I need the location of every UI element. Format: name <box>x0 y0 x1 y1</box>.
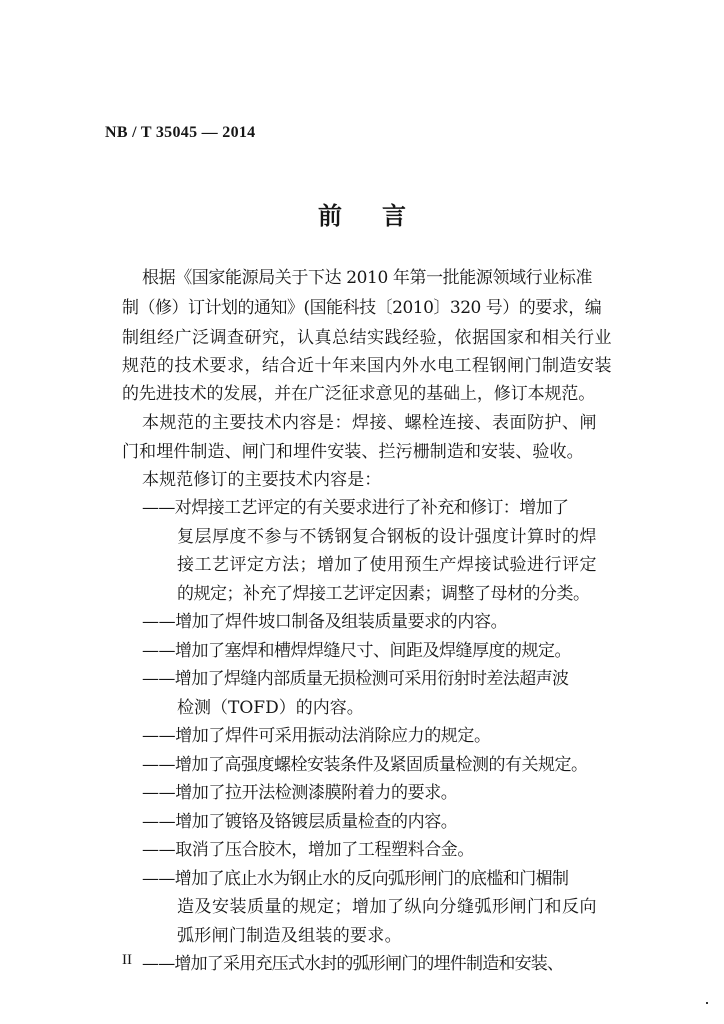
body-line: 规范的技术要求，结合近十年来国内外水电工程钢闸门制造安装 <box>122 356 612 376</box>
body-line: 根据《国家能源局关于下达 2010 年第一批能源领域行业标准 <box>142 268 593 288</box>
body-line: 门和埋件制造、闸门和埋件安装、拦污栅制造和安装、验收。 <box>122 442 584 462</box>
body-line: 本规范的主要技术内容是：焊接、螺栓连接、表面防护、闸 <box>142 413 597 433</box>
body-line: ——增加了底止水为钢止水的反向弧形闸门的底槛和门楣制 <box>142 869 569 889</box>
body-line: ——对焊接工艺评定的有关要求进行了补充和修订：增加了 <box>142 498 569 518</box>
body-line: ——增加了焊件可采用振动法消除应力的规定。 <box>142 726 491 746</box>
body-line: ——增加了镀铬及铬镀层质量检查的内容。 <box>142 812 458 832</box>
page-title: 前言 <box>318 201 446 230</box>
page-number: II <box>122 952 132 968</box>
scan-dot <box>706 1002 708 1004</box>
body-line: 复层厚度不参与不锈钢复合钢板的设计强度计算时的焊 <box>177 527 597 547</box>
body-line: 的规定；补充了焊接工艺评定因素；调整了母材的分类。 <box>177 584 590 604</box>
body-line: ——取消了压合胶木，增加了工程塑料合金。 <box>142 840 474 860</box>
body-line: ——增加了高强度螺栓安装条件及紧固质量检测的有关规定。 <box>142 755 588 775</box>
body-line: ——增加了塞焊和槽焊焊缝尺寸、间距及焊缝厚度的规定。 <box>142 641 571 661</box>
body-line: 的先进技术的发展，并在广泛征求意见的基础上，修订本规范。 <box>122 384 596 404</box>
body-line: ——增加了焊件坡口制备及组装质量要求的内容。 <box>142 612 508 632</box>
body-line: 造及安装质量的规定；增加了纵向分缝弧形闸门和反向 <box>177 897 597 917</box>
body-line: 弧形闸门制造及组装的要求。 <box>177 926 402 946</box>
body-line: 制组经广泛调查研究，认真总结实践经验，依据国家和相关行业 <box>122 328 612 348</box>
body-line: ——增加了采用充压式水封的弧形闸门的埋件制造和安装、 <box>142 954 564 974</box>
body-line: ——增加了焊缝内部质量无损检测可采用衍射时差法超声波 <box>142 669 569 689</box>
standard-number: NB / T 35045 — 2014 <box>105 124 256 141</box>
body-line: ——增加了拉开法检测漆膜附着力的要求。 <box>142 783 458 803</box>
body-line: 制（修）订计划的通知》(国能科技〔2010〕320 号）的要求，编 <box>122 298 602 318</box>
body-line: 检测（TOFD）的内容。 <box>177 698 364 718</box>
body-line: 接工艺评定方法；增加了使用预生产焊接试验进行评定 <box>177 555 597 575</box>
body-line: 本规范修订的主要技术内容是： <box>142 470 382 490</box>
